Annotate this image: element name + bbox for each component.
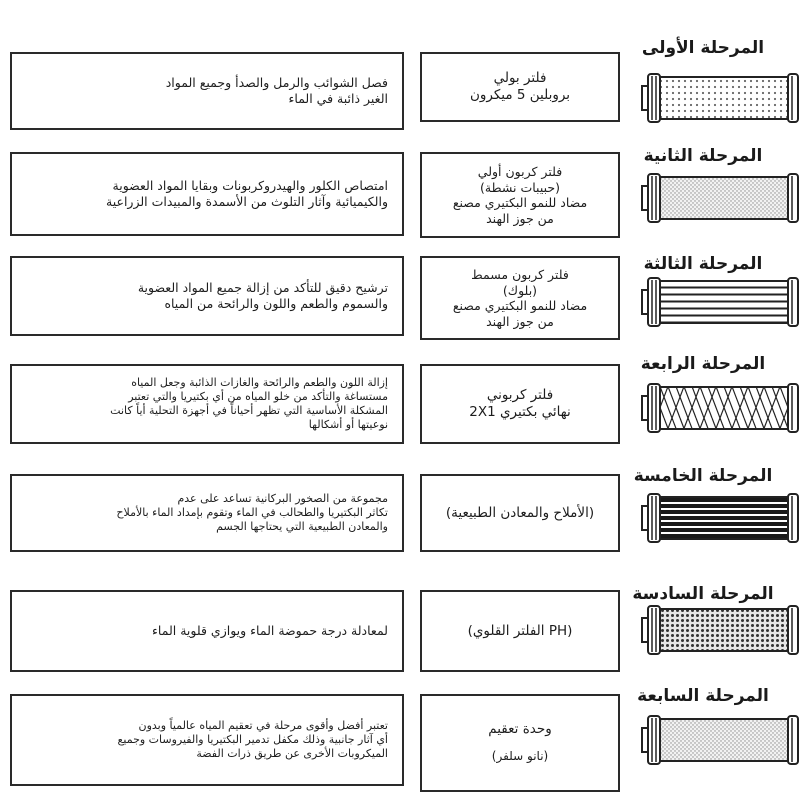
description-box	[10, 474, 404, 552]
description-line: تعتبر أفضل وأقوى مرحلة في تعقيم المياه عالمياً وبدون	[138, 719, 388, 732]
filter-name-line: مضاد للنمو البكتيري مصنع	[452, 195, 588, 210]
granular-carbon-filter-icon	[640, 166, 800, 230]
filter-name-line: فلتر كربون أولي	[477, 164, 563, 179]
description-box	[10, 694, 404, 786]
stage-3	[0, 254, 800, 364]
sediment-filter-icon	[640, 66, 800, 130]
description-line: مجموعة من الصخور البركانية تساعد على عدم	[177, 492, 388, 505]
description-line: نوعيتها أو أشكالها	[308, 418, 388, 431]
description-line: الغير ذائبة في الماء	[288, 91, 388, 106]
stage-title: المرحلة السابعة	[637, 686, 769, 706]
filter-name-box	[420, 364, 620, 444]
description-line: تكاثر البكتيريا والطحالب في الماء وتقوم بإمداد الماء بالأملاح	[116, 506, 388, 519]
filter-name-line: نهائي بكتيري 2X1	[469, 404, 571, 420]
filter-name-box	[420, 256, 620, 340]
nano-silver-filter-icon	[640, 708, 800, 772]
stage-title: المرحلة الثانية	[643, 146, 763, 166]
filter-name-line: وحدة تعقيم	[488, 721, 552, 737]
filter-name-line: من جوز الهند	[486, 210, 554, 226]
stage-2	[0, 146, 800, 256]
stage-4	[0, 354, 800, 464]
mineral-filter-icon	[640, 486, 800, 550]
description-line: أي آثار جانبية وذلك مكفل تدمير البكتيريا والفيروسات وجميع	[117, 733, 388, 746]
description-line: والسموم والطعم واللون والرائحة من المياه	[164, 296, 388, 311]
stage-title: المرحلة السادسة	[632, 584, 774, 604]
description-line: امتصاص الكلور والهيدروكربونات وبقايا المواد العضوية	[112, 178, 388, 193]
filter-name-line: فلتر بولي	[493, 70, 547, 86]
filter-name-line: (PH الفلتر القلوي)	[467, 622, 573, 639]
description-box	[10, 256, 404, 336]
stage-title: المرحلة الرابعة	[640, 354, 766, 374]
filter-name-box	[420, 474, 620, 552]
description-box	[10, 590, 404, 672]
filter-name-line: (نانو سلفر)	[491, 749, 549, 763]
description-line: فصل الشوائب والرمل والصدأ وجميع المواد	[165, 75, 388, 90]
filter-name-line: فلتر كربون مسمط	[471, 267, 569, 282]
description-line: والمعادن الطبيعية التي يحتاجها الجسم	[216, 520, 388, 533]
description-line: مستساغة والتأكد من خلو المياه من أي بكتيريا والتي تعتبر	[128, 390, 388, 403]
filter-name-line: مضاد للنمو البكتيري مصنع	[452, 298, 588, 313]
stage-7	[0, 686, 800, 796]
alkaline-filter-icon	[640, 598, 800, 662]
stage-title: المرحلة الأولى	[641, 38, 765, 58]
filter-name-box	[420, 694, 620, 792]
filter-name-line: فلتر كربوني	[486, 387, 554, 403]
post-carbon-filter-icon	[640, 376, 800, 440]
filter-name-line: (بلوك)	[502, 282, 538, 298]
stage-title: المرحلة الثالثة	[643, 254, 763, 274]
description-line: الميكروبات الأخرى عن طريق ذرات الفضة	[196, 747, 388, 760]
spacer	[430, 738, 610, 748]
carbon-block-filter-icon	[640, 270, 800, 334]
description-line: إزالة اللون والطعم والرائحة والغازات الذائبة وجعل المياه	[131, 376, 388, 389]
filter-name-line: من جوز الهند	[486, 313, 554, 329]
description-line: ترشيح دقيق للتأكد من إزالة جميع المواد العضوية	[137, 280, 388, 295]
description-line: لمعادلة درجة حموضة الماء ويوازي قلوية الماء	[152, 623, 388, 638]
description-line: والكيميائية وآثار التلوث من الأسمدة والمبيدات الزراعية	[106, 194, 388, 209]
stage-5	[0, 466, 800, 576]
stage-title: المرحلة الخامسة	[633, 466, 773, 486]
description-box	[10, 152, 404, 236]
filter-name-line: (الأملاح والمعادن الطبيعية)	[445, 504, 595, 521]
filter-name-box	[420, 52, 620, 122]
description-box	[10, 52, 404, 130]
stage-1	[0, 38, 800, 148]
description-box	[10, 364, 404, 444]
filter-name-line: (حبيبات نشطة)	[480, 179, 560, 195]
filter-name-box	[420, 590, 620, 672]
filter-name-box	[420, 152, 620, 238]
filter-name-line: بروبلين 5 ميكرون	[469, 87, 571, 103]
description-line: المشكلة الأساسية التي تظهر أحياناً في أجهزة التحلية أياً كانت	[110, 404, 388, 417]
stage-6	[0, 584, 800, 694]
